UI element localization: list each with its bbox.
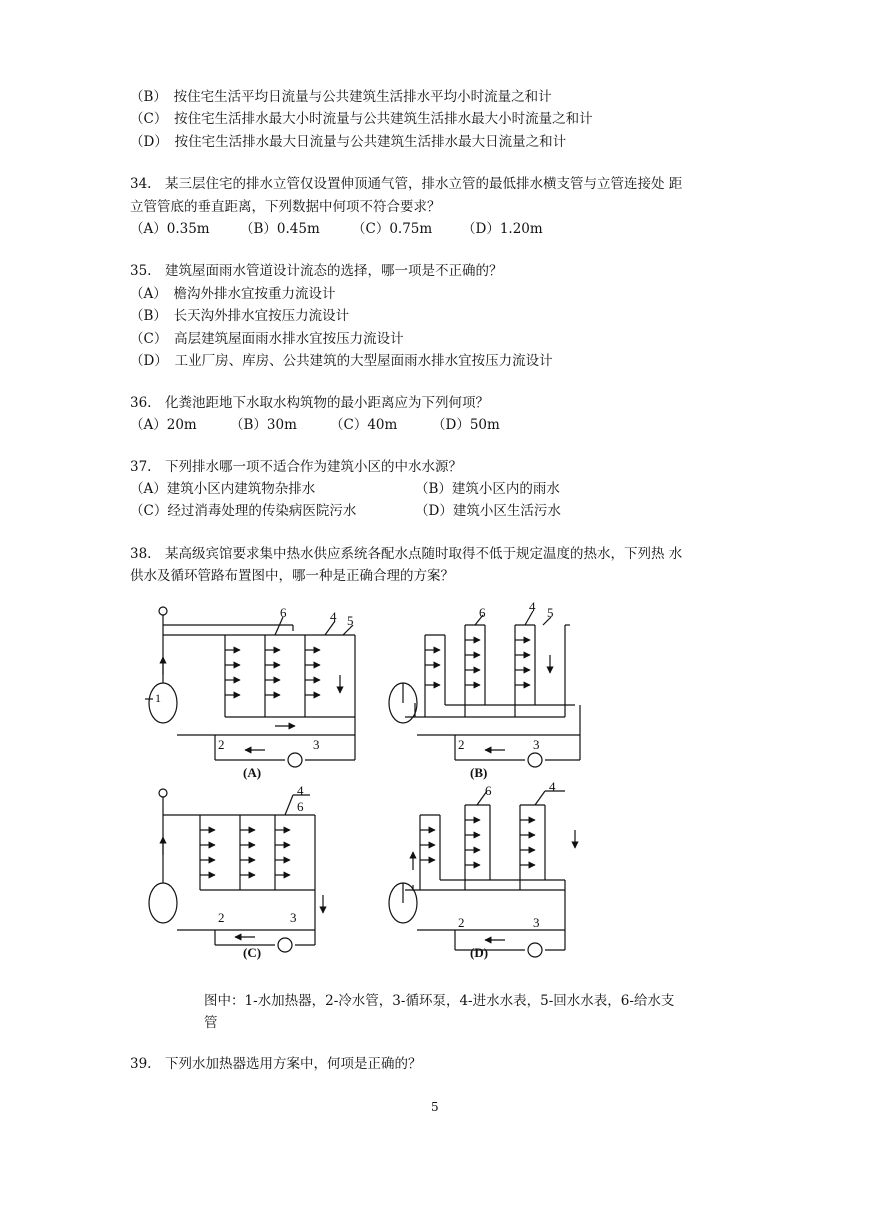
- q34-option-d: （D）1.20m: [462, 221, 543, 237]
- hot-water-piping-diagram: [125, 595, 605, 970]
- q37-option-b: （B）建筑小区内的雨水: [415, 481, 560, 497]
- q38-legend-line1: 图中：1-水加热器，2-冷水管，3-循环泵，4-进水水表，5-回水水表，6-给水支: [204, 993, 675, 1009]
- caption-c: (C): [243, 945, 262, 960]
- q34-stem-line2: 立管管底的垂直距离，下列数据中何项不符合要求？: [130, 199, 441, 215]
- caption-d: (D): [470, 945, 489, 960]
- q39-stem: 39. 下列水加热器选用方案中，何项是正确的？: [130, 1056, 422, 1072]
- q35-option-d: （D） 工业厂房、库房、公共建筑的大型屋面雨水排水宜按压力流设计: [130, 353, 553, 369]
- q37-option-d: （D）建筑小区生活污水: [415, 503, 561, 519]
- label-a-5: 5: [347, 613, 354, 628]
- q35-option-c: （C） 高层建筑屋面雨水排水宜按压力流设计: [130, 331, 404, 347]
- label-c-3: 3: [290, 910, 297, 925]
- q34-stem-line1: 34. 某三层住宅的排水立管仅设置伸顶通气管，排水立管的最低排水横支管与立管连接处 距: [130, 176, 683, 192]
- label-d-4: 4: [549, 779, 556, 794]
- label-c-6: 6: [297, 799, 304, 814]
- label-a-3: 3: [313, 737, 320, 752]
- q34-option-c: （C）0.75m: [352, 221, 433, 237]
- q38-stem-line1: 38. 某高级宾馆要求集中热水供应系统各配水点随时取得不低于规定温度的热水，下列热 水: [130, 546, 683, 562]
- q33-option-d: （D） 按住宅生活排水最大日流量与公共建筑生活排水最大日流量之和计: [130, 134, 567, 150]
- caption-a: (A): [243, 765, 262, 780]
- q35-stem: 35. 建筑屋面雨水管道设计流态的选择，哪一项是不正确的？: [130, 263, 503, 279]
- label-b-6: 6: [479, 605, 486, 620]
- q34-option-a: （A）0.35m: [130, 221, 210, 237]
- label-c-2: 2: [218, 910, 225, 925]
- q36-option-b: （B）30m: [230, 417, 297, 433]
- q33-option-b: （B） 按住宅生活平均日流量与公共建筑生活排水平均小时流量之和计: [130, 89, 552, 105]
- label-d-6: 6: [485, 783, 492, 798]
- label-a-6: 6: [280, 605, 287, 620]
- q36-option-c: （C）40m: [330, 417, 398, 433]
- label-c-4: 4: [297, 783, 304, 798]
- q37-stem: 37. 下列排水哪一项不适合作为建筑小区的中水水源？: [130, 459, 462, 475]
- q36-option-a: （A）20m: [130, 417, 197, 433]
- label-d-3: 3: [533, 915, 540, 930]
- label-b-3: 3: [533, 737, 540, 752]
- diagram-a: [145, 607, 355, 767]
- diagram-d: [389, 791, 575, 957]
- page-number: 5: [431, 1100, 439, 1114]
- caption-b: (B): [470, 765, 488, 780]
- q34-option-b: （B）0.45m: [240, 221, 320, 237]
- q35-option-b: （B） 长天沟外排水宜按压力流设计: [130, 308, 350, 324]
- q36-option-d: （D）50m: [432, 417, 500, 433]
- diagram-b: [389, 611, 580, 767]
- label-b-4: 4: [529, 599, 536, 614]
- label-a-2: 2: [218, 737, 225, 752]
- q36-stem: 36. 化粪池距地下水取水构筑物的最小距离应为下列何项？: [130, 395, 489, 411]
- q33-option-c: （C） 按住宅生活排水最大小时流量与公共建筑生活排水最大小时流量之和计: [130, 111, 593, 127]
- label-a-4: 4: [330, 609, 337, 624]
- label-d-2: 2: [458, 915, 465, 930]
- q37-option-c: （C）经过消毒处理的传染病医院污水: [130, 503, 357, 519]
- label-b-2: 2: [458, 737, 465, 752]
- q35-option-a: （A） 檐沟外排水宜按重力流设计: [130, 286, 336, 302]
- q38-stem-line2: 供水及循环管路布置图中，哪一种是正确合理的方案？: [130, 568, 454, 584]
- label-a-1: 1: [155, 691, 161, 705]
- label-b-5: 5: [547, 605, 554, 620]
- q38-legend-line2: 管: [204, 1015, 218, 1031]
- q37-option-a: （A）建筑小区内建筑物杂排水: [130, 481, 316, 497]
